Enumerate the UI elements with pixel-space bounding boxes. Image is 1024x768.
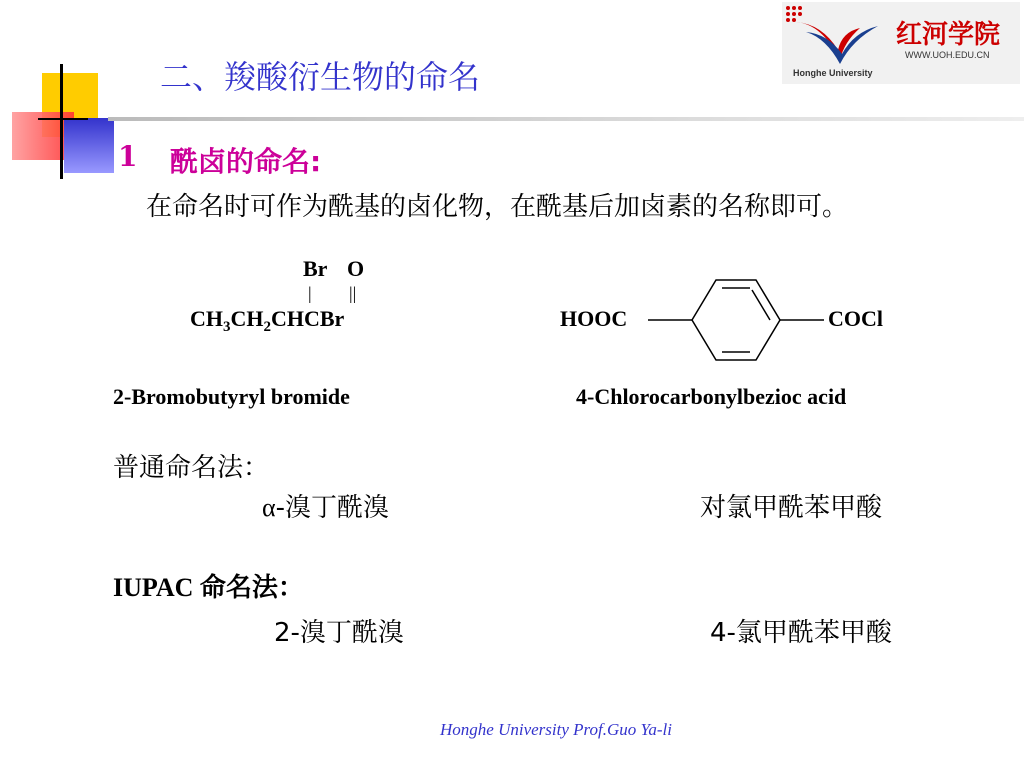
section-title: 酰卤的命名: <box>170 145 322 178</box>
compound1-o-substituent: O <box>347 256 365 281</box>
deco-vertical-line <box>60 64 63 179</box>
compound2-english-name: 4-Chlorocarbonylbezioc acid <box>576 384 847 409</box>
compound1-formula: $CH_3CH_2CHCBr$ <box>190 306 345 335</box>
intro-paragraph: 在命名时可作为酰基的卤化物，在酰基后加卤素的名称即可。 <box>146 192 849 222</box>
compound2-right-group: COCl <box>828 306 883 331</box>
page-title: 二、羧酸衍生物的命名 <box>160 58 481 96</box>
footer-credit: Honghe University Prof.Guo Ya-li <box>440 720 673 739</box>
compound1-single-bond: | <box>308 283 312 303</box>
logo-chinese-name: 红河学院 <box>896 20 1001 50</box>
iupac-name-1: 2-溴丁酰溴 <box>274 618 404 648</box>
logo-english-name: Honghe University <box>793 68 873 78</box>
deco-horizontal-line <box>38 118 88 120</box>
compound2-left-group: HOOC <box>560 306 628 331</box>
logo-url: WWW.UOH.EDU.CN <box>905 50 990 60</box>
compound1-double-bond: || <box>349 283 357 303</box>
compound1-br-substituent: Br <box>303 256 328 281</box>
compound1-english-name: 2-Bromobutyryl bromide <box>113 384 350 409</box>
common-name-2: 对氯甲酰苯甲酸 <box>700 493 883 523</box>
title-underline <box>108 117 1024 121</box>
section-number: 1 <box>118 140 138 173</box>
common-naming-label: 普通命名法： <box>113 453 270 483</box>
iupac-name-2: 4-氯甲酰苯甲酸 <box>710 618 892 648</box>
common-name-1: α-溴丁酰溴 <box>262 493 390 523</box>
iupac-naming-label: IUPAC 命名法： <box>113 573 304 602</box>
benzene-ring-structure <box>646 270 826 370</box>
deco-blue-square <box>64 118 114 173</box>
